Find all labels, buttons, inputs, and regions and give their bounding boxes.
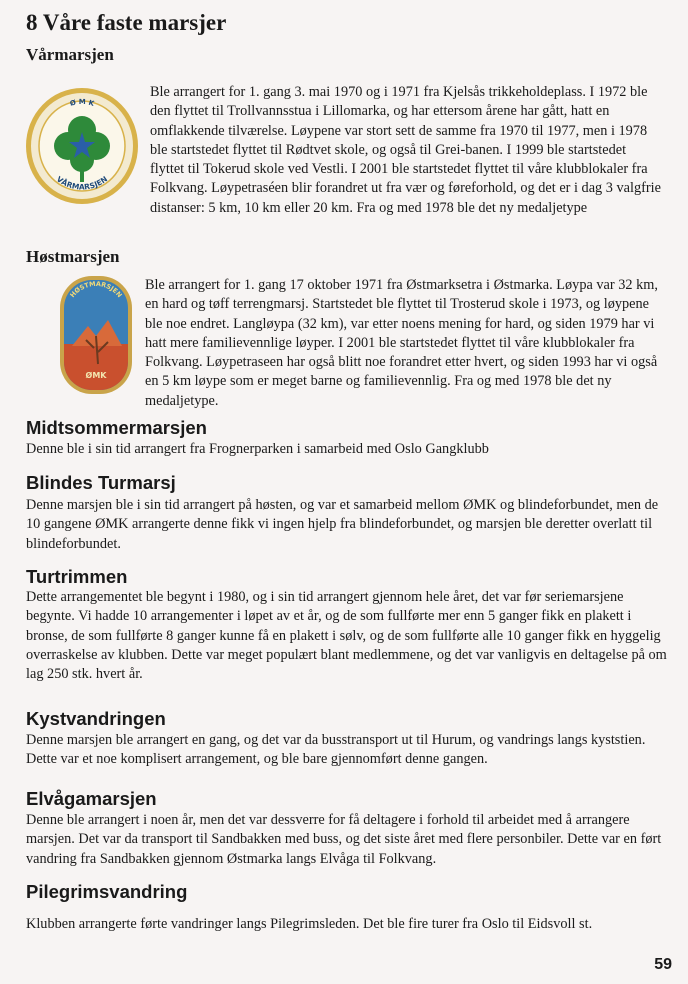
heading-pilegrimsvandring: Pilegrimsvandring <box>26 881 188 902</box>
chapter-title: 8 Våre faste marsjer <box>26 10 227 35</box>
pilegrimsvandring-text: Klubben arrangerte førte vandringer langs Pilegrimsleden. Det ble fire turer fra Oslo til Eidsvoll st. <box>26 916 593 932</box>
kystvandringen-text: Denne marsjen ble arrangert en gang, og det var da busstransport ut til Hurum, og vandrings langs kyststien. Dette var et noe komplisert arrangement, og ble bare gjennomført denne gangen. <box>26 732 646 768</box>
turtrimmen-text: Dette arrangementet ble begynt i 1980, og i sin tid arrangert gjennom hele året, det var før seriemarsjene begynte. Vi hadde 10 arrangementer i løpet av et år, og de som fullførte mer enn 5 ganger fikk en plakett i bronse, de som fullførte 8 ganger kunne få en plakett i sølv, og de som fullførte alle 10 ganger fikk en hyggelig overraskelse av klubben. Dette var meget populært blant medlemmene, og det var vanligvis en deltagelse på om lag 250 stk. hvert år. <box>26 589 667 683</box>
heading-midtsommermarsjen: Midtsommermarsjen <box>26 417 207 438</box>
hostmarsjen-badge-bottom-text: ØMK <box>85 371 107 380</box>
hostmarsjen-medal-image <box>58 274 134 396</box>
varmarsjen-medal-image <box>22 84 142 206</box>
heading-kystvandringen: Kystvandringen <box>26 708 166 729</box>
varmarsjen-badge-bottom-text: VÅRMARSJEN <box>54 174 110 192</box>
midtsommermarsjen-text: Denne ble i sin tid arrangert fra Frognerparken i samarbeid med Oslo Gangklubb <box>26 441 489 457</box>
heading-hostmarsjen: Høstmarsjen <box>26 247 120 266</box>
varmarsjen-body: Ble arrangert for 1. gang 3. mai 1970 og i 1971 fra Kjelsås trikkeholdeplass. I 1972 ble den flyttet til Trollvannsstua i Lillomarka, og har ettersom årene har gått, hatt en omflakkende tilværelse. Løypene var stort sett de samme fra 1970 til 1977, men i 1978 ble startstedet flyttet til Rødtvet skole, og også til Grei-banen. I 1999 ble startstedet flyttet til Tokerud skole ved Vestli. I 2001 ble startstedet flyttet til våre klubblokaler fra Folkvang. Løypetraséen blir forandret ut fra vær og føreforhold, og det er i dag 3 valgfrie distanser: 5 km, 10 km eller 20 km. Fra og med 1978 ble det ny medaljetype <box>150 84 661 216</box>
page-number: 59 <box>654 956 672 973</box>
heading-varmarsjen: Vårmarsjen <box>26 45 114 64</box>
varmarsjen-text <box>150 83 662 218</box>
hostmarsjen-text <box>145 276 665 411</box>
heading-elvagamarsjen: Elvågamarsjen <box>26 788 157 809</box>
blindes-turmarsj-text: Denne marsjen ble i sin tid arrangert på høsten, og var et samarbeid mellom ØMK og blindeforbundet, men de 10 gangene ØMK arrangerte denne fikk vi ingen hjelp fra blindeforbundet, og marsjen ble deretter overlatt til blindeforbundet. <box>26 497 659 552</box>
heading-blindes-turmarsj: Blindes Turmarsj <box>26 472 176 493</box>
varmarsjen-badge-top-text: Ø M K <box>69 97 96 108</box>
elvagamarsjen-text: Denne ble arrangert i noen år, men det var dessverre for få deltagere i forhold til arbeidet med å arrangere marsjen. Det var da transport til Sandbakken med buss, og det siste året med flere personbiler. Dette var en ført vandring fra Sandbakken gjennom Østmarka langs Elvåga til Folkvang. <box>26 812 662 867</box>
hostmarsjen-body: Ble arrangert for 1. gang 17 oktober 1971 fra Østmarksetra i Østmarka. Løypa var 32 km, en hard og tøff terrengmarsj. Startstedet ble flyttet til Trosterud skole i 1973, og løypene ble noe endret. Langløypa (32 km), var etter noens mening for hard, og siden 1979 har vi hatt mere familievennlige løyper. I 2001 ble startstedet flyttet til våre klubblokaler fra Folkvang. Løypetraseen har også blitt noe forandret etter hvert, og siden 1993 har vi også en 5 km løype som er meget barne og familievennlig. Fra og med 1978 ble det ny medaljetype. <box>145 277 658 409</box>
heading-turtrimmen: Turtrimmen <box>26 566 128 587</box>
hostmarsjen-badge-top-text: HØSTMARSJEN <box>68 279 124 300</box>
